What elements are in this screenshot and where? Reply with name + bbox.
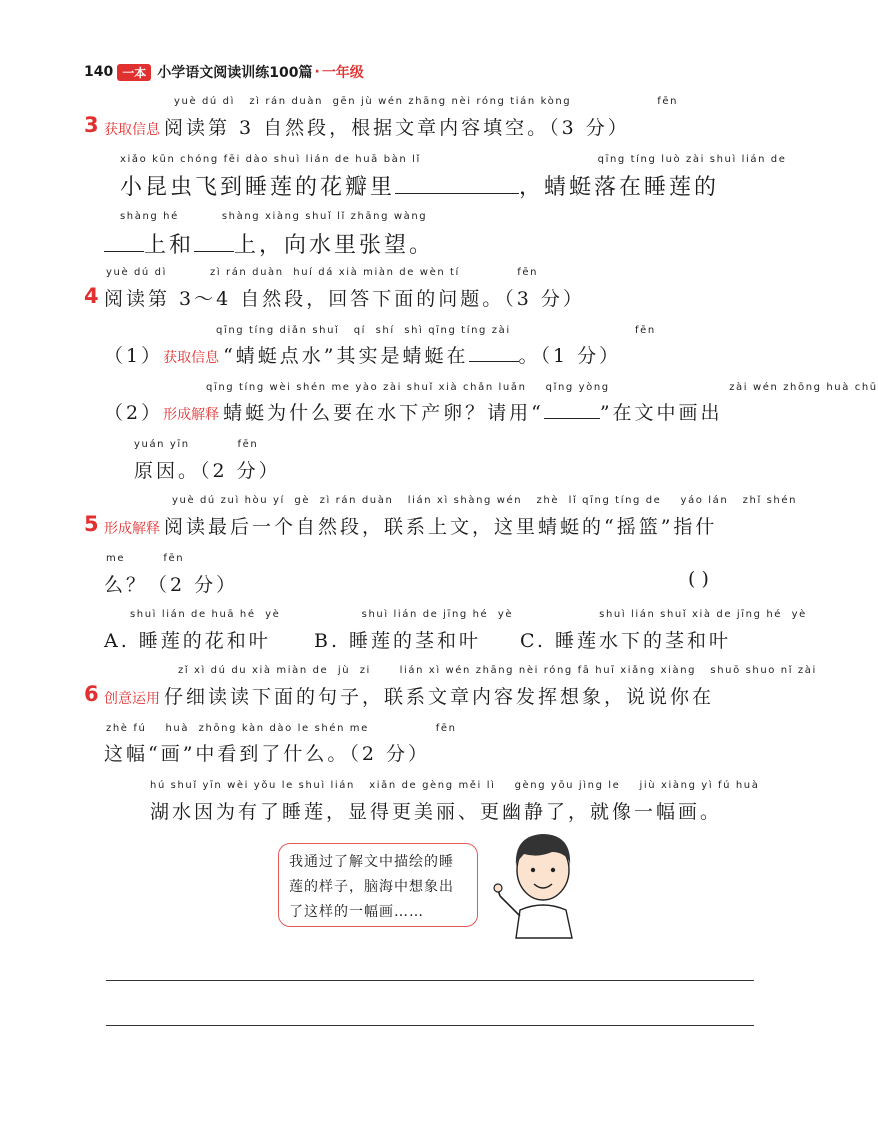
pinyin-line: qīng tíng diǎn shuǐ qí shí shì qīng tíng zài fēn — [216, 325, 656, 336]
speech-bubble: 我通过了解文中描绘的睡莲的样子，脑海中想象出了这样的一幅画…… — [278, 843, 478, 927]
answer-blank[interactable] — [104, 235, 144, 252]
pinyin-line: zhè fú huà zhōng kàn dào le shén me fēn — [106, 723, 457, 734]
title-separator: · — [314, 64, 320, 80]
fill-blank-line: 小昆虫飞到睡莲的花瓣里 ，蜻蜓落在睡莲的 — [120, 175, 720, 200]
question-number: 3 — [84, 113, 99, 137]
grade-label: 一年级 — [321, 65, 364, 81]
question-number: 5 — [84, 512, 99, 536]
pinyin-line: shuì lián de huā hé yè shuì lián de jīng hé yè shuì lián shuǐ xià de jīng hé yè — [130, 609, 807, 620]
answer-line[interactable] — [106, 980, 754, 981]
option-c[interactable]: C. 睡莲水下的茎和叶 — [520, 630, 731, 652]
skill-tag: 形成解释 — [163, 407, 220, 423]
page-header — [84, 62, 364, 82]
answer-blank[interactable] — [395, 177, 519, 194]
answer-blank[interactable] — [194, 235, 234, 252]
skill-tag: 创意运用 — [104, 691, 160, 707]
brand-badge: 一本 — [117, 64, 151, 81]
book-title: 小学语文阅读训练100篇 — [157, 65, 313, 81]
question-text: 么？（2 分） — [104, 574, 239, 596]
boy-illustration — [494, 826, 592, 938]
quote-sentence: 湖水因为有了睡莲，显得更美丽、更幽静了，就像一幅画。 — [150, 801, 723, 823]
pinyin-line: qīng tíng wèi shén me yào zài shuǐ xià chǎn luǎn qǐng yòng zài wén zhōng huà chū — [206, 382, 878, 393]
pinyin-line: yuè dú dì zì rán duàn gēn jù wén zhāng nèi róng tián kòng fēn — [174, 96, 679, 107]
page-number: 140 — [84, 64, 114, 80]
pinyin-line: yuè dú zuì hòu yí gè zì rán duàn lián xì shàng wén zhè lǐ qīng tíng de yáo lán zhǐ shén — [172, 495, 798, 506]
question-text: 获取信息 阅读第 3 自然段，根据文章内容填空。（3 分） — [104, 117, 630, 139]
pinyin-line: me fēn — [106, 553, 185, 564]
question-text: 创意运用 仔细读读下面的句子，联系文章内容发挥想象，说说你在 — [104, 686, 715, 708]
sub-question: （1）获取信息 “蜻蜓点水”其实是蜻蜓在 。（1 分） — [104, 345, 622, 367]
skill-tag: 获取信息 — [163, 350, 220, 366]
pinyin-line: yuán yīn fēn — [134, 439, 259, 450]
question-number: 4 — [84, 284, 99, 308]
skill-tag: 形成解释 — [104, 521, 160, 537]
option-b[interactable]: B. 睡莲的茎和叶 — [314, 630, 482, 652]
sub-question-cont: 原因。（2 分） — [134, 460, 281, 482]
fill-blank-line: 上和 上，向水里张望。 — [104, 228, 434, 259]
question-text: 阅读第 3～4 自然段，回答下面的问题。（3 分） — [104, 288, 585, 310]
option-a[interactable]: A. 睡莲的花和叶 — [104, 630, 271, 652]
question-text: 这幅“画”中看到了什么。（2 分） — [104, 743, 431, 765]
pinyin-line: shàng hé shàng xiàng shuǐ lǐ zhāng wàng — [120, 211, 428, 222]
pinyin-line: hú shuǐ yīn wèi yǒu le shuì lián xiǎn de gèng měi lì gèng yōu jìng le jiù xiàng yì fú huà — [150, 780, 760, 791]
answer-paren[interactable]: ( ) — [688, 568, 709, 590]
answer-blank[interactable] — [469, 345, 519, 362]
pinyin-line: yuè dú dì zì rán duàn huí dá xià miàn de wèn tí fēn — [106, 267, 539, 278]
answer-line[interactable] — [106, 1025, 754, 1026]
question-number: 6 — [84, 682, 99, 706]
sub-question: （2）形成解释 蜻蜓为什么要在水下产卵？请用“ ”在文中画出 — [104, 402, 723, 424]
pinyin-line: zǐ xì dú du xià miàn de jù zi lián xì wén zhāng nèi róng fā huī xiǎng xiàng shuō shuo nǐ zài — [178, 665, 817, 676]
skill-tag: 获取信息 — [104, 122, 160, 138]
pinyin-line: xiǎo kūn chóng fēi dào shuì lián de huā bàn lǐ qīng tíng luò zài shuì lián de — [120, 154, 787, 165]
answer-blank[interactable] — [544, 402, 600, 419]
question-text: 形成解释 阅读最后一个自然段，联系上文，这里蜻蜓的“摇篮”指什 — [104, 516, 718, 538]
